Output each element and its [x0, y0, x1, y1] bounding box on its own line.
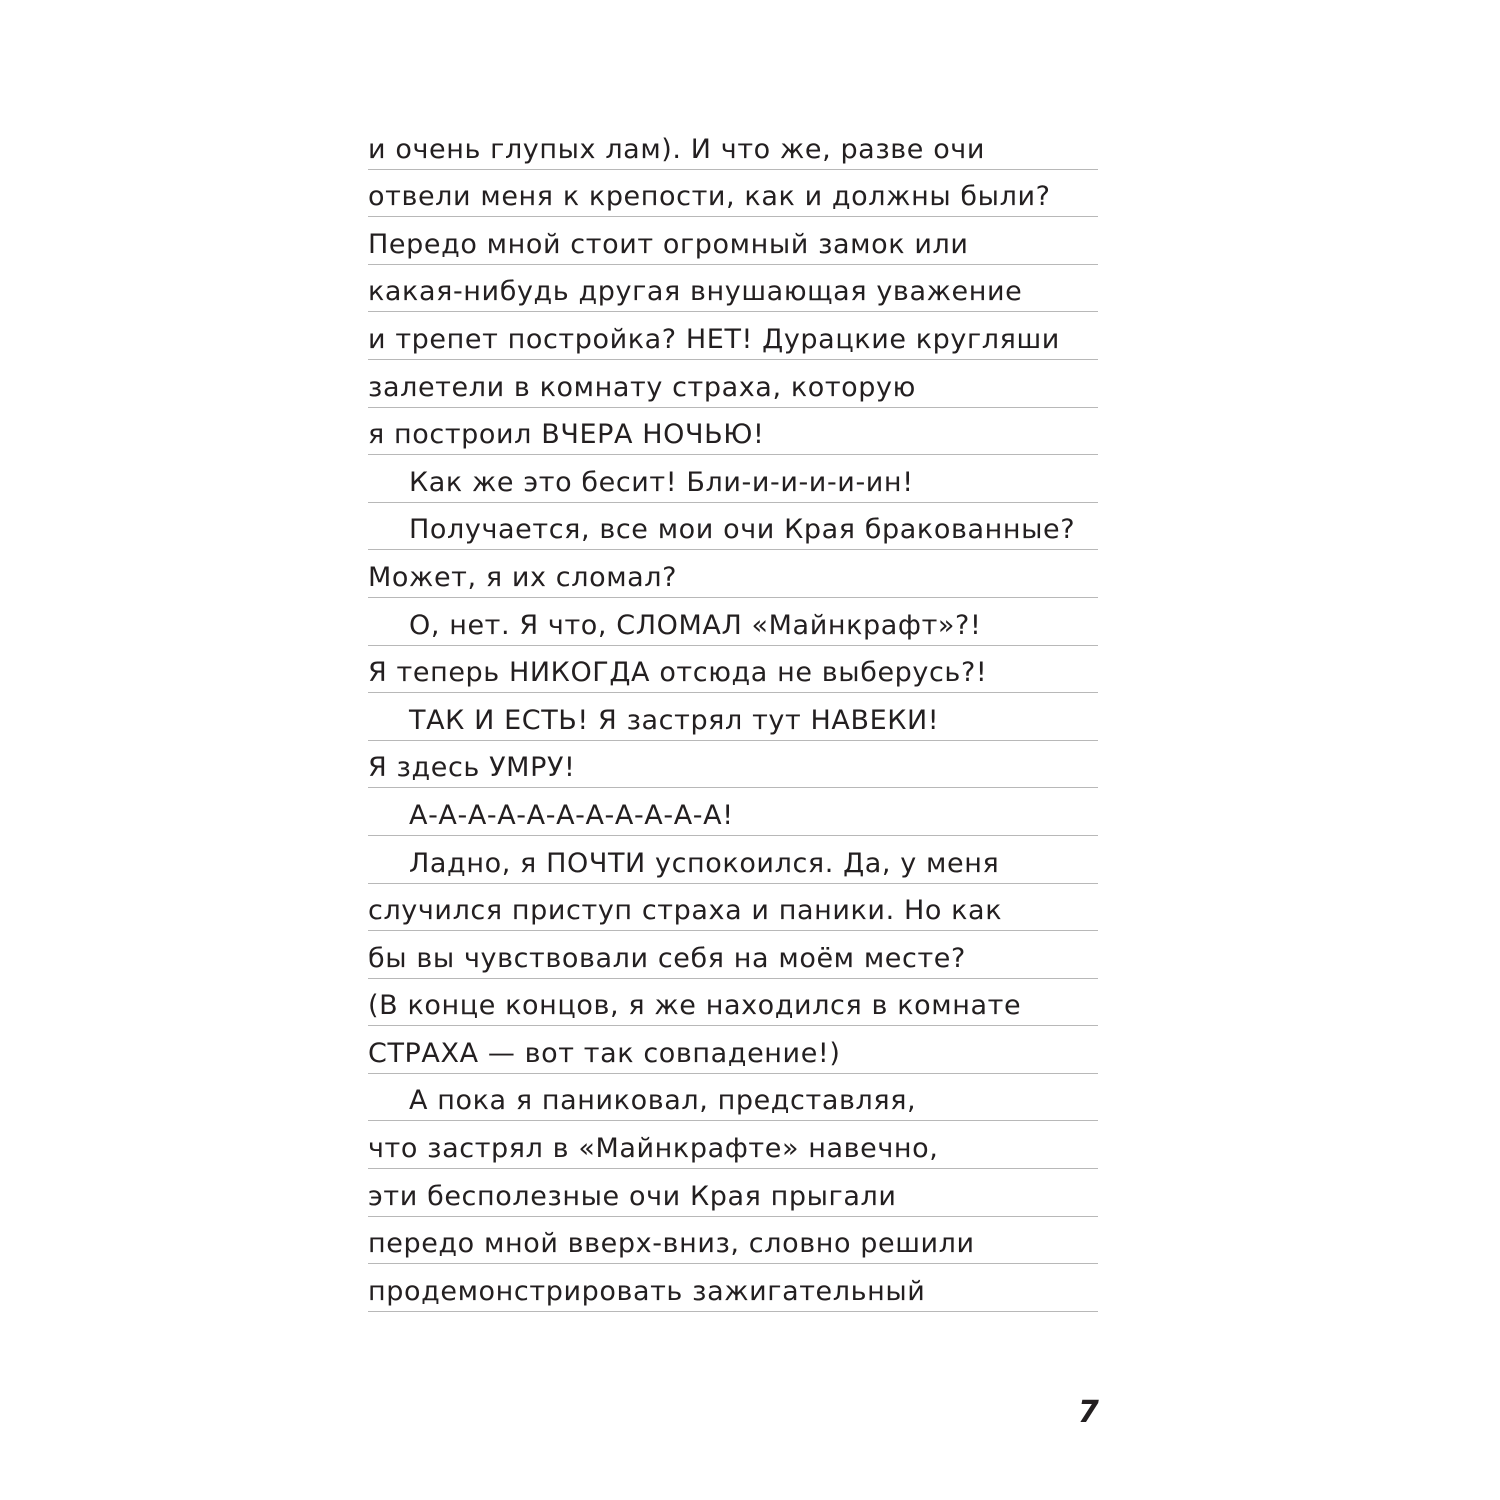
text-line [368, 217, 1098, 265]
line-text: передо мной вверх-вниз, словно решили [368, 1228, 975, 1260]
line-text: Ладно, я ПОЧТИ успокоился. Да, у меня [409, 847, 1000, 879]
text-line [368, 598, 1098, 646]
line-text: продемонстрировать зажигательный [368, 1275, 926, 1307]
line-text: я построил ВЧЕРА НОЧЬЮ! [368, 419, 765, 451]
line-text: О, нет. Я что, СЛОМАЛ «Майнкрафт»?! [409, 609, 982, 641]
line-text: что застрял в «Майнкрафте» навечно, [368, 1133, 939, 1165]
text-line [368, 693, 1098, 741]
text-line [368, 646, 1098, 694]
line-text: какая-нибудь другая внушающая уважение [368, 276, 1023, 308]
line-text: Как же это бесит! Бли-и-и-и-и-ин! [409, 466, 914, 498]
page-number: 7 [1078, 1395, 1099, 1430]
line-text: и трепет постройка? НЕТ! Дурацкие кругляши [368, 323, 1060, 355]
line-text: Я теперь НИКОГДА отсюда не выберусь?! [368, 657, 988, 689]
text-line [368, 1264, 1098, 1312]
line-text: ТАК И ЕСТЬ! Я застрял тут НАВЕКИ! [409, 704, 940, 736]
text-line [368, 312, 1098, 360]
text-line [368, 503, 1098, 551]
line-text: Получается, все мои очи Края бракованные? [409, 514, 1076, 546]
text-line [368, 931, 1098, 979]
ruled-text-block [368, 122, 1098, 1312]
line-text: Передо мной стоит огромный замок или [368, 228, 969, 260]
line-text: СТРАХА — вот так совпадение!) [368, 1037, 841, 1069]
text-line [368, 1074, 1098, 1122]
line-text: залетели в комнату страха, которую [368, 371, 916, 403]
line-text: случился приступ страха и паники. Но как [368, 895, 1003, 927]
text-line [368, 836, 1098, 884]
text-line [368, 360, 1098, 408]
text-line [368, 979, 1098, 1027]
text-line [368, 122, 1098, 170]
text-line [368, 788, 1098, 836]
line-text: Я здесь УМРУ! [368, 752, 576, 784]
line-text: эти бесполезные очи Края прыгали [368, 1180, 897, 1212]
text-line [368, 265, 1098, 313]
text-line [368, 455, 1098, 503]
text-line [368, 550, 1098, 598]
text-line [368, 1169, 1098, 1217]
line-text: (В конце концов, я же находился в комнате [368, 990, 1022, 1022]
text-line [368, 1121, 1098, 1169]
text-line [368, 1217, 1098, 1265]
text-line [368, 1026, 1098, 1074]
line-text: и очень глупых лам). И что же, разве очи [368, 133, 986, 165]
line-text: отвели меня к крепости, как и должны были? [368, 181, 1051, 213]
line-text: А пока я паниковал, представляя, [409, 1085, 917, 1117]
text-line [368, 741, 1098, 789]
line-text: А-А-А-А-А-А-А-А-А-А-А! [409, 799, 734, 831]
line-text: бы вы чувствовали себя на моём месте? [368, 942, 966, 974]
text-line [368, 884, 1098, 932]
text-line [368, 170, 1098, 218]
line-text: Может, я их сломал? [368, 561, 678, 593]
text-line [368, 408, 1098, 456]
